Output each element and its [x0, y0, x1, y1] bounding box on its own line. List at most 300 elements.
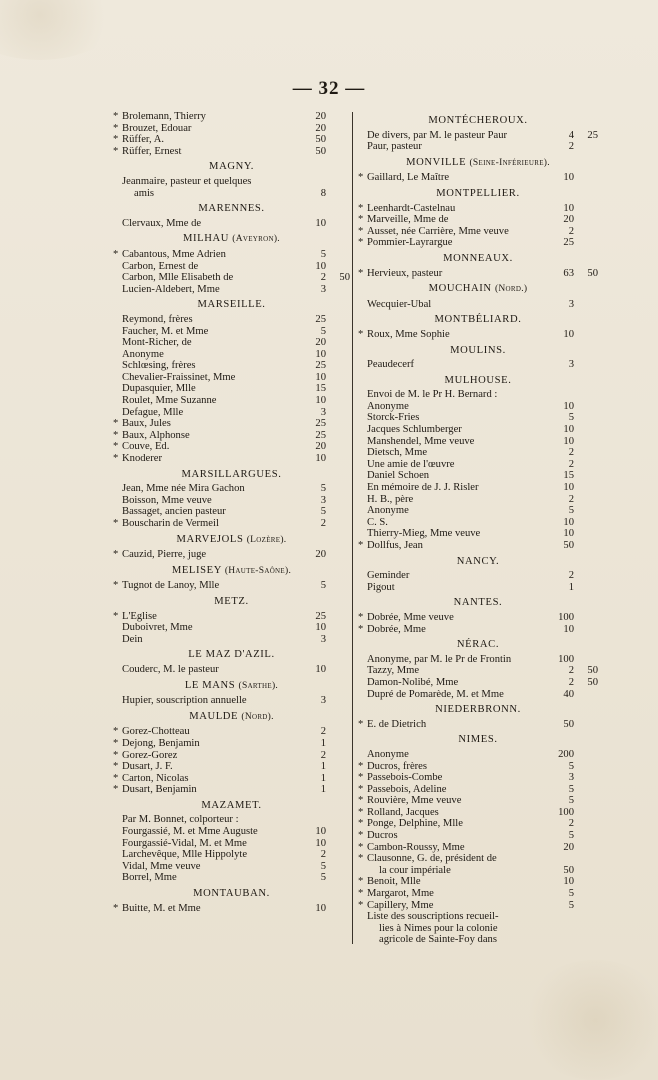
subscriber-name: [358, 505, 544, 517]
subscriber-name-text: Anonyme: [367, 505, 409, 517]
asterisk-mark: *: [113, 784, 119, 796]
subscriber-row: [358, 719, 598, 731]
subscriber-row: [113, 326, 350, 338]
subscriber-name: [358, 436, 544, 448]
amount-francs: 3: [320, 494, 326, 506]
subscriber-row: [358, 203, 598, 215]
subscriber-name: [113, 518, 296, 530]
subscriber-row: [358, 761, 598, 773]
amount-francs: 25: [315, 610, 326, 622]
subscriber-row: [358, 772, 598, 784]
place-name: MARSILLARGUES.: [181, 468, 282, 480]
subscriber-name: [113, 849, 296, 861]
subscriber-name-text: Anonyme: [367, 748, 409, 760]
subscriber-name-text: Fourgassié, M. et Mme Auguste: [122, 826, 258, 838]
subscriber-name-text: Rouvière, Mme veuve: [367, 795, 462, 807]
department-name: (Nord.): [494, 284, 528, 295]
amount-francs: 10: [563, 424, 574, 436]
subscriber-name: [358, 865, 544, 877]
subscriber-name: [113, 483, 296, 495]
subscriber-name-text: Carbon, Ernest de: [122, 260, 199, 272]
place-heading: [113, 565, 350, 578]
subscriber-row: [358, 412, 598, 424]
subscriber-row: [358, 359, 598, 371]
amount-francs: 3: [320, 633, 326, 645]
amount-francs: 1: [320, 737, 326, 749]
subscriber-row: [358, 329, 598, 341]
subscriber-row: [113, 738, 350, 750]
subscriber-name-text: Damon-Nolibé, Mme: [367, 676, 459, 688]
subscriber-row: [113, 407, 350, 419]
subscriber-row: [358, 505, 598, 517]
amount-francs: 3: [568, 298, 574, 310]
subscriber-row: [358, 389, 598, 401]
subscriber-name-text: amis: [134, 187, 155, 199]
subscriber-name-text: Pigout: [367, 581, 395, 593]
subscriber-row: [358, 447, 598, 459]
subscriber-name: [113, 146, 296, 158]
place-heading: [113, 203, 350, 215]
subscriber-row: [358, 900, 598, 912]
place-heading: [358, 639, 598, 651]
subscriber-name-text: Couderc, M. le pasteur: [122, 663, 219, 675]
subscriber-row: [113, 134, 350, 146]
subscriber-name: [358, 359, 544, 371]
paper-stain: [520, 960, 658, 1080]
subscriber-name-text: Jeanmaire, pasteur et quelques: [122, 175, 252, 187]
subscriber-name-text: Daniel Schoen: [367, 470, 430, 482]
subscriber-name-text: De divers, par M. le pasteur Paur: [367, 129, 508, 141]
subscriber-name: [358, 141, 544, 153]
subscriber-name: [358, 853, 544, 865]
asterisk-mark: *: [358, 772, 364, 784]
amount-francs: 20: [315, 111, 326, 122]
subscriber-row: [358, 689, 598, 701]
amount-francs: 5: [568, 505, 574, 517]
subscriber-row: [113, 838, 350, 850]
subscriber-name: [113, 349, 296, 361]
asterisk-mark: *: [358, 899, 364, 911]
asterisk-mark: *: [358, 818, 364, 830]
subscriber-name: [358, 412, 544, 424]
subscriber-row: [358, 214, 598, 226]
place-heading: [113, 711, 350, 724]
amount-centimes: 50: [587, 676, 598, 688]
subscriber-row: [358, 830, 598, 842]
subscriber-name-text: Liste des souscriptions recueil-: [367, 911, 499, 923]
amount-francs: 1: [320, 784, 326, 796]
subscriber-name-text: Vidal, Mme veuve: [122, 860, 201, 872]
subscriber-name: [113, 903, 296, 915]
subscriber-name-text: Paur, pasteur: [367, 141, 422, 153]
subscriber-name: [113, 314, 296, 326]
subscriber-name: [113, 726, 296, 738]
place-name: MARSEILLE.: [197, 299, 266, 311]
amount-francs: 5: [320, 580, 326, 592]
place-heading: [113, 649, 350, 661]
subscriber-row: [113, 773, 350, 785]
amount-francs: 20: [315, 122, 326, 134]
subscriber-name-text: Ponge, Delphine, Mlle: [367, 818, 463, 830]
amount-francs: 100: [558, 806, 574, 818]
subscriber-name-text: Dein: [122, 633, 143, 645]
amount-francs: 10: [563, 876, 574, 888]
subscriber-name-text: Dusart, Benjamin: [122, 784, 197, 796]
amount-francs: 5: [568, 760, 574, 772]
place-name: MOUCHAIN: [428, 283, 495, 295]
department-name: (Sarthe).: [238, 680, 279, 691]
paper-stain: [0, 0, 120, 60]
amount-centimes: 50: [587, 267, 598, 279]
asterisk-mark: *: [358, 225, 364, 237]
subscriber-name-text: Anonyme: [122, 348, 164, 360]
amount-francs: 2: [320, 726, 326, 738]
amount-francs: 3: [320, 695, 326, 707]
subscriber-name: [358, 447, 544, 459]
subscriber-name: [358, 470, 544, 482]
amount-francs: 10: [315, 348, 326, 360]
amount-francs: 25: [563, 237, 574, 249]
subscriber-name-text: Carbon, Mlle Elisabeth de: [122, 272, 234, 284]
amount-francs: 20: [315, 441, 326, 453]
subscriber-name-text: Manshendel, Mme veuve: [367, 435, 475, 447]
subscriber-name: [358, 299, 544, 311]
subscriber-name-text: Ducros, frères: [367, 760, 428, 772]
subscriber-name: [358, 612, 544, 624]
subscriber-name-text: Wecquier-Ubal: [367, 298, 432, 310]
subscriber-name: [113, 395, 296, 407]
amount-francs: 50: [315, 145, 326, 157]
subscriber-name: [113, 284, 296, 296]
subscriber-name: [113, 188, 296, 200]
amount-francs: 2: [320, 518, 326, 529]
subscriber-row: [113, 123, 350, 135]
subscriber-row: [113, 495, 350, 507]
subscriber-name-text: Faucher, M. et Mme: [122, 325, 209, 337]
subscriber-row: [358, 784, 598, 796]
subscriber-row: [358, 130, 598, 142]
subscriber-name: [113, 622, 296, 634]
subscriber-row: [113, 750, 350, 762]
subscriber-name: [358, 172, 544, 184]
asterisk-mark: *: [113, 772, 119, 784]
department-name: (Nord).: [241, 711, 274, 722]
subscriber-name-text: Brouzet, Edouar: [122, 122, 192, 134]
amount-francs: 10: [563, 202, 574, 214]
subscriber-name-text: Capillery, Mme: [367, 899, 434, 911]
place-heading: [358, 704, 598, 716]
amount-centimes: 50: [339, 272, 350, 284]
place-name: NIMES.: [458, 734, 498, 746]
subscriber-row: [358, 528, 598, 540]
subscriber-name: [113, 750, 296, 762]
subscriber-name-text: Lucien-Aldebert, Mme: [122, 283, 220, 295]
subscriber-name-text: Dusart, J. F.: [122, 761, 173, 773]
right-column: [358, 111, 598, 946]
amount-francs: 25: [315, 313, 326, 325]
asterisk-mark: *: [113, 418, 119, 430]
subscriber-row: [358, 842, 598, 854]
subscriber-row: [358, 424, 598, 436]
place-heading: [113, 233, 350, 246]
subscriber-name-text: Pommier-Layrargue: [367, 237, 453, 249]
subscriber-name-text: Peaudecerf: [367, 359, 415, 371]
subscriber-name-text: Clervaux, Mme de: [122, 217, 202, 229]
subscriber-name: [358, 459, 544, 471]
subscriber-row: [358, 401, 598, 413]
subscriber-name: [358, 830, 544, 842]
subscriber-name-text: Couve, Ed.: [122, 441, 170, 453]
subscriber-name: [358, 528, 544, 540]
asterisk-mark: *: [113, 761, 119, 773]
amount-francs: 1: [568, 581, 574, 593]
subscriber-row: [113, 814, 350, 826]
place-heading: [113, 888, 350, 900]
asterisk-mark: *: [113, 902, 119, 914]
amount-francs: 5: [568, 783, 574, 795]
asterisk-mark: *: [113, 441, 119, 453]
asterisk-mark: *: [358, 328, 364, 340]
subscriber-name-text: Mont-Richer, de: [122, 337, 192, 349]
department-name: (Seine-Inférieure).: [469, 157, 550, 168]
place-name: LE MANS: [184, 679, 239, 691]
place-heading: [113, 469, 350, 481]
subscriber-row: [113, 872, 350, 884]
amount-francs: 2: [320, 849, 326, 861]
asterisk-mark: *: [358, 267, 364, 279]
amount-francs: 20: [563, 841, 574, 853]
subscriber-row: [113, 861, 350, 873]
subscriber-name: [113, 176, 296, 188]
asterisk-mark: *: [358, 783, 364, 795]
subscriber-name-text: Ausset, née Carrière, Mme veuve: [367, 225, 509, 237]
amount-francs: 5: [320, 872, 326, 884]
subscriber-name-text: Rüffer, Ernest: [122, 145, 182, 157]
subscriber-name: [113, 761, 296, 773]
place-name: NANCY.: [456, 555, 500, 567]
subscriber-name-text: Reymond, frères: [122, 313, 193, 325]
subscriber-name: [358, 677, 544, 689]
subscriber-name-text: Passebois, Adeline: [367, 783, 447, 795]
subscriber-row: [113, 218, 350, 230]
subscriber-name-text: Buitte, M. et Mme: [122, 902, 201, 914]
amount-francs: 5: [320, 248, 326, 260]
subscriber-name-text: Une amie de l'œuvre: [367, 458, 455, 470]
amount-francs: 5: [568, 899, 574, 911]
place-name: NANTES.: [453, 597, 503, 609]
amount-francs: 10: [315, 371, 326, 383]
subscriber-name-text: Borrel, Mme: [122, 872, 177, 884]
subscriber-row: [358, 540, 598, 552]
amount-francs: 5: [320, 860, 326, 872]
amount-francs: 10: [315, 663, 326, 675]
subscriber-name-text: Duboivret, Mme: [122, 622, 193, 634]
place-name: MONTBÉLIARD.: [434, 314, 522, 326]
amount-francs: 25: [315, 429, 326, 441]
amount-francs: 10: [315, 837, 326, 849]
subscriber-name: [113, 337, 296, 349]
subscriber-name-text: Leenhardt-Castelnau: [367, 202, 456, 214]
amount-francs: 63: [563, 267, 574, 279]
subscriber-name: [113, 430, 296, 442]
amount-francs: 2: [568, 493, 574, 505]
subscriber-row: [358, 436, 598, 448]
place-heading: [358, 188, 598, 200]
subscriber-name: [358, 923, 544, 935]
place-name: MAULDE: [189, 710, 242, 722]
amount-francs: 20: [563, 214, 574, 226]
subscriber-name-text: Margarot, Mme: [367, 888, 434, 900]
subscriber-name: [113, 664, 296, 676]
subscriber-name: [113, 453, 296, 465]
subscriber-name: [113, 738, 296, 750]
place-name: MARENNES.: [198, 203, 265, 215]
subscriber-name-text: C. S.: [367, 516, 388, 528]
subscriber-row: [358, 570, 598, 582]
place-name: MONNEAUX.: [443, 252, 513, 264]
subscriber-name-text: Hervieux, pasteur: [367, 267, 443, 279]
asterisk-mark: *: [358, 214, 364, 226]
subscriber-row: [358, 795, 598, 807]
subscriber-name: [113, 784, 296, 796]
subscriber-name: [113, 549, 296, 561]
subscriber-name-text: Jean, Mme née Mira Gachon: [122, 483, 245, 495]
subscriber-name-text: Thierry-Mieg, Mme veuve: [367, 528, 481, 540]
place-name: MAGNY.: [209, 161, 254, 173]
subscriber-name-text: lies à Nimes pour la colonie: [379, 922, 498, 934]
subscriber-row: [113, 395, 350, 407]
amount-francs: 2: [568, 676, 574, 688]
amount-francs: 50: [315, 134, 326, 146]
subscriber-name: [358, 654, 544, 666]
amount-francs: 100: [558, 653, 574, 665]
subscriber-name-text: Boisson, Mme veuve: [122, 494, 212, 506]
left-column: [113, 111, 350, 914]
amount-francs: 2: [568, 665, 574, 677]
subscriber-name-text: Cauzid, Pierre, juge: [122, 549, 207, 561]
place-heading: [358, 734, 598, 746]
subscriber-row: [358, 268, 598, 280]
subscriber-name: [358, 911, 544, 923]
subscriber-name: [358, 900, 544, 912]
subscriber-row: [358, 172, 598, 184]
amount-francs: 2: [568, 458, 574, 470]
subscriber-name: [113, 611, 296, 623]
subscriber-row: [113, 372, 350, 384]
subscriber-name-text: Dollfus, Jean: [367, 540, 423, 551]
subscriber-name-text: agricole de Sainte-Foy dans: [379, 934, 497, 946]
subscriber-name: [358, 329, 544, 341]
subscriber-name: [358, 934, 544, 946]
subscriber-row: [113, 284, 350, 296]
place-name: MAZAMET.: [201, 799, 262, 811]
subscriber-row: [358, 818, 598, 830]
asterisk-mark: *: [358, 853, 364, 865]
place-heading: [113, 596, 350, 608]
asterisk-mark: *: [113, 122, 119, 134]
place-heading: [358, 115, 598, 127]
subscriber-row: [113, 634, 350, 646]
amount-francs: 20: [315, 337, 326, 349]
asterisk-mark: *: [113, 549, 119, 561]
subscriber-row: [358, 923, 598, 935]
amount-francs: 3: [320, 406, 326, 418]
subscriber-row: [113, 622, 350, 634]
place-name: NIEDERBRONN.: [435, 704, 521, 716]
place-heading: [358, 375, 598, 387]
place-name: LE MAZ D'AZIL.: [188, 649, 275, 661]
subscriber-name-text: Cambon-Roussy, Mme: [367, 841, 465, 853]
asterisk-mark: *: [113, 518, 119, 529]
subscriber-name-text: Ducros: [367, 830, 398, 842]
subscriber-name-text: Tazzy, Mme: [367, 665, 420, 677]
amount-francs: 10: [315, 826, 326, 838]
amount-francs: 10: [563, 516, 574, 528]
subscriber-name-text: Chevalier-Fraissinet, Mme: [122, 371, 236, 383]
subscriber-row: [113, 664, 350, 676]
subscriber-name: [358, 401, 544, 413]
subscriber-row: [358, 226, 598, 238]
column-divider: [352, 112, 353, 944]
subscriber-row: [113, 580, 350, 592]
department-name: (Aveyron).: [232, 234, 280, 245]
place-name: MONTPELLIER.: [436, 187, 520, 199]
subscriber-name: [358, 719, 544, 731]
asterisk-mark: *: [358, 202, 364, 214]
subscriber-row: [358, 677, 598, 689]
subscriber-name-text: Bassaget, ancien pasteur: [122, 506, 226, 518]
asterisk-mark: *: [113, 453, 119, 465]
subscriber-name-text: Dietsch, Mme: [367, 447, 428, 459]
amount-francs: 10: [563, 328, 574, 340]
department-name: (Haute-Saône).: [224, 565, 292, 576]
subscriber-name: [113, 506, 296, 518]
subscriber-name-text: Gorez-Chotteau: [122, 726, 190, 738]
asterisk-mark: *: [358, 888, 364, 900]
subscriber-row: [358, 482, 598, 494]
place-name: MULHOUSE.: [444, 374, 512, 386]
subscriber-row: [113, 314, 350, 326]
amount-francs: 50: [563, 540, 574, 551]
subscriber-row: [113, 761, 350, 773]
subscriber-name-text: la cour impériale: [379, 864, 451, 876]
subscriber-name: [113, 407, 296, 419]
place-name: NÉRAC.: [456, 639, 500, 651]
amount-francs: 10: [315, 902, 326, 914]
asterisk-mark: *: [358, 795, 364, 807]
subscriber-row: [113, 176, 350, 188]
amount-francs: 4: [568, 129, 574, 141]
subscriber-row: [113, 360, 350, 372]
subscriber-name: [358, 807, 544, 819]
subscriber-name-text: Dobrée, Mme: [367, 623, 426, 635]
subscriber-name: [113, 495, 296, 507]
place-heading: [113, 534, 350, 547]
subscriber-name-text: Clausonne, G. de, président de: [367, 853, 497, 865]
asterisk-mark: *: [113, 749, 119, 761]
amount-francs: 10: [563, 400, 574, 412]
subscriber-row: [358, 237, 598, 249]
subscriber-name: [113, 814, 296, 826]
subscriber-name: [358, 226, 544, 238]
subscriber-row: [358, 517, 598, 529]
subscriber-name-text: Anonyme: [367, 400, 409, 412]
subscriber-name-text: Bouscharin de Vermeil: [122, 518, 219, 529]
place-heading: [358, 157, 598, 170]
amount-francs: 50: [563, 718, 574, 730]
subscriber-name: [358, 582, 544, 594]
subscriber-name-text: Passebois-Combe: [367, 772, 443, 784]
